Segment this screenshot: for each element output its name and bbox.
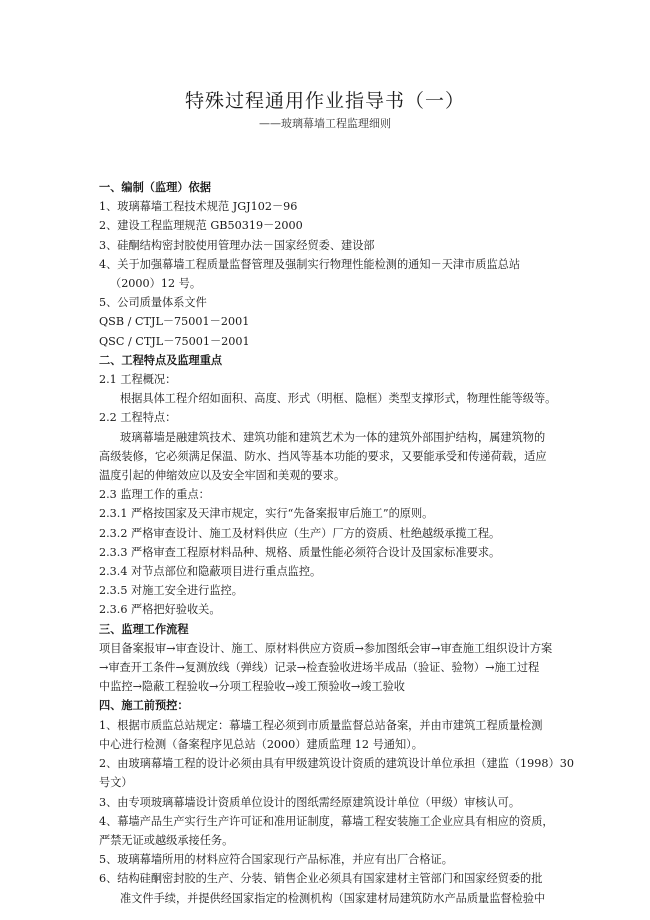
section-heading: 二、工程特点及监理重点 xyxy=(99,352,223,367)
section-heading: 三、监理工作流程 xyxy=(99,621,189,636)
text-line: 5、玻璃幕墙所用的材料应符合国家现行产品标准，并应有出厂合格证。 xyxy=(99,853,453,867)
text-line: 号文） xyxy=(99,776,133,790)
text-line: 4、幕墙产品生产实行生产许可证和准用证制度，幕墙工程安装施工企业应具有相应的资质， xyxy=(99,814,554,828)
text-line: 3、硅酮结构密封胶使用管理办法－国家经贸委、建设部 xyxy=(99,238,375,252)
text-line: （2000）12 号。 xyxy=(110,277,202,291)
section-heading: 一、编制（监理）依据 xyxy=(99,180,211,194)
text-line: 3、由专项玻璃幕墙设计资质单位设计的图纸需经原建筑设计单位（甲级）审核认可。 xyxy=(99,795,521,809)
text-line: 2.3.6 严格把好验收关。 xyxy=(99,603,221,617)
text-line: 6、结构硅酮密封胶的生产、分装、销售企业必须具有国家建材主管部门和国家经贸委的批 xyxy=(99,872,543,886)
text-line: 项目备案报审→审查设计、施工、原材料供应方资质→参加图纸会审→审查施工组织设计方案 xyxy=(99,641,553,655)
text-line: QSC / CTJL－75001－2001 xyxy=(99,334,250,348)
text-line: 高级装修，它必须满足保温、防水、挡风等基本功能的要求，又要能承受和传递荷载，适应 xyxy=(99,449,547,463)
text-line: 严禁无证或越级承接任务。 xyxy=(99,833,234,847)
text-line: 5、公司质量体系文件 xyxy=(99,296,207,310)
text-line: QSB / CTJL－75001－2001 xyxy=(99,315,250,329)
text-line: 2.3.5 对施工安全进行监控。 xyxy=(99,584,243,598)
text-line: 2、由玻璃幕墙工程的设计必须由具有甲级建筑设计资质的建筑设计单位承担（建监（1998）30 xyxy=(99,757,574,771)
text-line: 玻璃幕墙是融建筑技术、建筑功能和建筑艺术为一体的建筑外部围护结构，属建筑物的 xyxy=(120,430,546,444)
text-line: 1、玻璃幕墙工程技术规范 JGJ102－96 xyxy=(99,200,298,214)
text-line: 2.1 工程概况： xyxy=(99,373,177,387)
text-line: 4、关于加强幕墙工程质量监督管理及强制实行物理性能检测的通知－天津市质监总站 xyxy=(99,257,521,271)
text-line: →审查开工条件→复测放线（弹线）记录→检查验收进场半成品（验证、验物）→施工过程 xyxy=(99,661,540,675)
document-subtitle: ——玻璃幕墙工程监理细则 xyxy=(259,117,391,130)
text-line: 2.3 监理工作的重点： xyxy=(99,488,210,502)
document-body xyxy=(99,178,574,908)
text-line: 准文件手续，并提供经国家指定的检测机构（国家建材局建筑防水产品质量监督检验中 xyxy=(120,891,546,905)
section-heading: 四、施工前预控： xyxy=(99,698,189,713)
document-title: 特殊过程通用作业指导书（一） xyxy=(184,90,465,112)
text-line: 1、根据市质监总站规定：幕墙工程必须到市质量监督总站备案，并由市建筑工程质量检测 xyxy=(99,718,543,732)
text-line: 2、建设工程监理规范 GB50319－2000 xyxy=(99,219,303,233)
text-line: 中心进行检测（备案程序见总站（2000）建质监理 12 号通知）。 xyxy=(99,737,423,751)
text-line: 2.3.4 对节点部位和隐蔽项目进行重点监控。 xyxy=(99,565,322,579)
text-line: 2.3.2 严格审查设计、施工及材料供应（生产）厂方的资质、杜绝越级承揽工程。 xyxy=(99,526,501,540)
text-line: 2.3.1 严格按国家及天津市规定，实行“先备案报审后施工”的原则。 xyxy=(99,507,434,521)
text-line: 根据具体工程介绍如面积、高度、形式（明框、隐框）类型支撑形式，物理性能等级等。 xyxy=(120,392,557,406)
text-line: 温度引起的伸缩效应以及安全牢固和美观的要求。 xyxy=(99,469,346,483)
text-line: 2.2 工程特点： xyxy=(99,411,177,425)
text-line: 中监控→隐蔽工程验收→分项工程验收→竣工预验收→竣工验收 xyxy=(99,680,405,694)
text-line: 2.3.3 严格审查工程原材料品种、规格、质量性能必须符合设计及国家标准要求。 xyxy=(99,545,501,559)
